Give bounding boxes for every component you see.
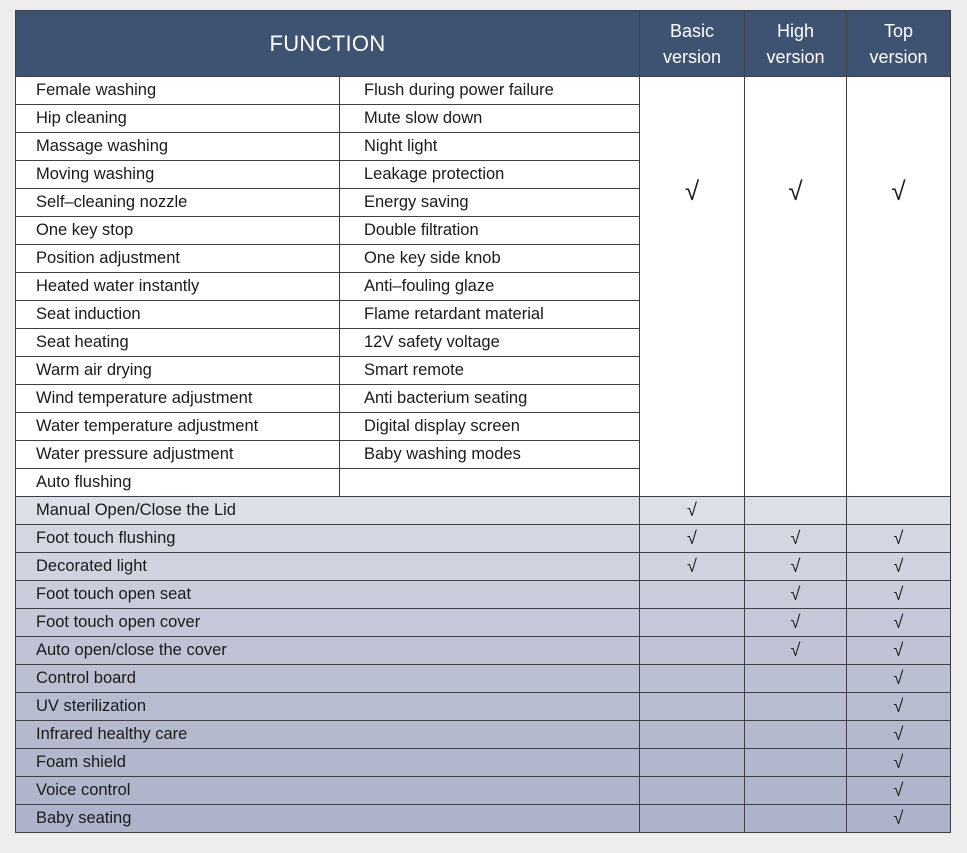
basic-checkmark-cell (640, 721, 745, 749)
version-feature-row (16, 581, 951, 609)
basic-checkmark-cell (640, 609, 745, 637)
version-feature-name: UV sterilization (16, 693, 640, 721)
common-feature-right: Flush during power failure (340, 77, 640, 105)
high-checkmark-cell: √ (745, 553, 847, 581)
high-version-header-line1: High (776, 20, 815, 41)
basic-checkmark-cell (640, 777, 745, 805)
version-feature-name: Baby seating (16, 805, 640, 833)
version-features-section (16, 497, 951, 833)
top-checkmark-cell: √ (847, 693, 951, 721)
version-feature-name: Foot touch flushing (16, 525, 640, 553)
top-checkmark-cell: √ (847, 553, 951, 581)
version-feature-name: Infrared healthy care (16, 721, 640, 749)
common-feature-left: Hip cleaning (16, 105, 340, 133)
version-feature-name: Foot touch open seat (16, 581, 640, 609)
basic-common-checkmark: √ (640, 77, 745, 497)
basic-checkmark-cell (640, 637, 745, 665)
common-feature-right: 12V safety voltage (340, 329, 640, 357)
version-feature-name: Auto open/close the cover (16, 637, 640, 665)
basic-checkmark-cell: √ (640, 553, 745, 581)
comparison-table-container (15, 10, 950, 833)
common-feature-right: Anti–fouling glaze (340, 273, 640, 301)
common-feature-left: Female washing (16, 77, 340, 105)
high-checkmark-cell (745, 497, 847, 525)
common-feature-left: Wind temperature adjustment (16, 385, 340, 413)
top-checkmark-cell (847, 497, 951, 525)
common-feature-right: One key side knob (340, 245, 640, 273)
basic-version-header-line2: version (662, 46, 722, 67)
high-checkmark-cell (745, 693, 847, 721)
top-checkmark-cell: √ (847, 525, 951, 553)
common-feature-left: Seat heating (16, 329, 340, 357)
version-feature-row (16, 665, 951, 693)
version-feature-name: Voice control (16, 777, 640, 805)
version-feature-row (16, 749, 951, 777)
common-feature-left: Auto flushing (16, 469, 340, 497)
top-checkmark-cell: √ (847, 665, 951, 693)
common-feature-row (16, 77, 951, 105)
common-feature-right: Digital display screen (340, 413, 640, 441)
common-feature-left: One key stop (16, 217, 340, 245)
function-header: FUNCTION (16, 11, 640, 77)
basic-checkmark-cell (640, 581, 745, 609)
common-feature-right: Mute slow down (340, 105, 640, 133)
common-feature-left: Moving washing (16, 161, 340, 189)
top-checkmark-cell: √ (847, 637, 951, 665)
top-checkmark-cell: √ (847, 805, 951, 833)
common-feature-left: Water pressure adjustment (16, 441, 340, 469)
top-version-header-line2: version (869, 46, 928, 67)
common-feature-right: Anti bacterium seating (340, 385, 640, 413)
high-checkmark-cell (745, 805, 847, 833)
version-feature-row (16, 553, 951, 581)
version-feature-row (16, 777, 951, 805)
common-feature-right: Night light (340, 133, 640, 161)
version-feature-name: Manual Open/Close the Lid (16, 497, 640, 525)
common-feature-left: Water temperature adjustment (16, 413, 340, 441)
top-checkmark-cell: √ (847, 581, 951, 609)
high-version-header (745, 11, 847, 77)
basic-checkmark-cell (640, 665, 745, 693)
common-feature-right: Leakage protection (340, 161, 640, 189)
basic-checkmark-cell (640, 693, 745, 721)
version-feature-name: Decorated light (16, 553, 640, 581)
version-feature-row (16, 609, 951, 637)
high-checkmark-cell (745, 777, 847, 805)
basic-checkmark-cell (640, 749, 745, 777)
basic-checkmark-cell: √ (640, 497, 745, 525)
common-feature-left: Self–cleaning nozzle (16, 189, 340, 217)
version-feature-row (16, 721, 951, 749)
version-feature-row (16, 525, 951, 553)
common-feature-left: Position adjustment (16, 245, 340, 273)
common-feature-right: Double filtration (340, 217, 640, 245)
basic-checkmark-cell: √ (640, 525, 745, 553)
high-checkmark-cell: √ (745, 581, 847, 609)
common-feature-right: Smart remote (340, 357, 640, 385)
common-features-section (16, 77, 951, 497)
top-checkmark-cell: √ (847, 609, 951, 637)
high-checkmark-cell: √ (745, 525, 847, 553)
version-feature-row (16, 497, 951, 525)
top-checkmark-cell: √ (847, 721, 951, 749)
common-feature-right: Flame retardant material (340, 301, 640, 329)
top-common-checkmark: √ (847, 77, 951, 497)
version-feature-row (16, 805, 951, 833)
top-checkmark-cell: √ (847, 777, 951, 805)
high-version-header-line2: version (766, 46, 825, 67)
version-feature-name: Foam shield (16, 749, 640, 777)
basic-version-header (640, 11, 745, 77)
common-feature-left: Warm air drying (16, 357, 340, 385)
header-row (16, 11, 951, 77)
high-checkmark-cell: √ (745, 609, 847, 637)
high-checkmark-cell (745, 665, 847, 693)
version-feature-row (16, 637, 951, 665)
high-common-checkmark: √ (745, 77, 847, 497)
top-version-header (847, 11, 951, 77)
common-feature-left: Seat induction (16, 301, 340, 329)
basic-checkmark-cell (640, 805, 745, 833)
high-checkmark-cell (745, 749, 847, 777)
version-feature-name: Control board (16, 665, 640, 693)
common-feature-left: Massage washing (16, 133, 340, 161)
top-version-header-line1: Top (883, 20, 914, 41)
common-feature-left: Heated water instantly (16, 273, 340, 301)
basic-version-header-line1: Basic (669, 20, 714, 41)
common-feature-right (340, 469, 640, 497)
common-feature-right: Baby washing modes (340, 441, 640, 469)
top-checkmark-cell: √ (847, 749, 951, 777)
common-feature-right: Energy saving (340, 189, 640, 217)
high-checkmark-cell: √ (745, 637, 847, 665)
high-checkmark-cell (745, 721, 847, 749)
version-feature-name: Foot touch open cover (16, 609, 640, 637)
version-feature-row (16, 693, 951, 721)
function-comparison-table (15, 10, 951, 833)
